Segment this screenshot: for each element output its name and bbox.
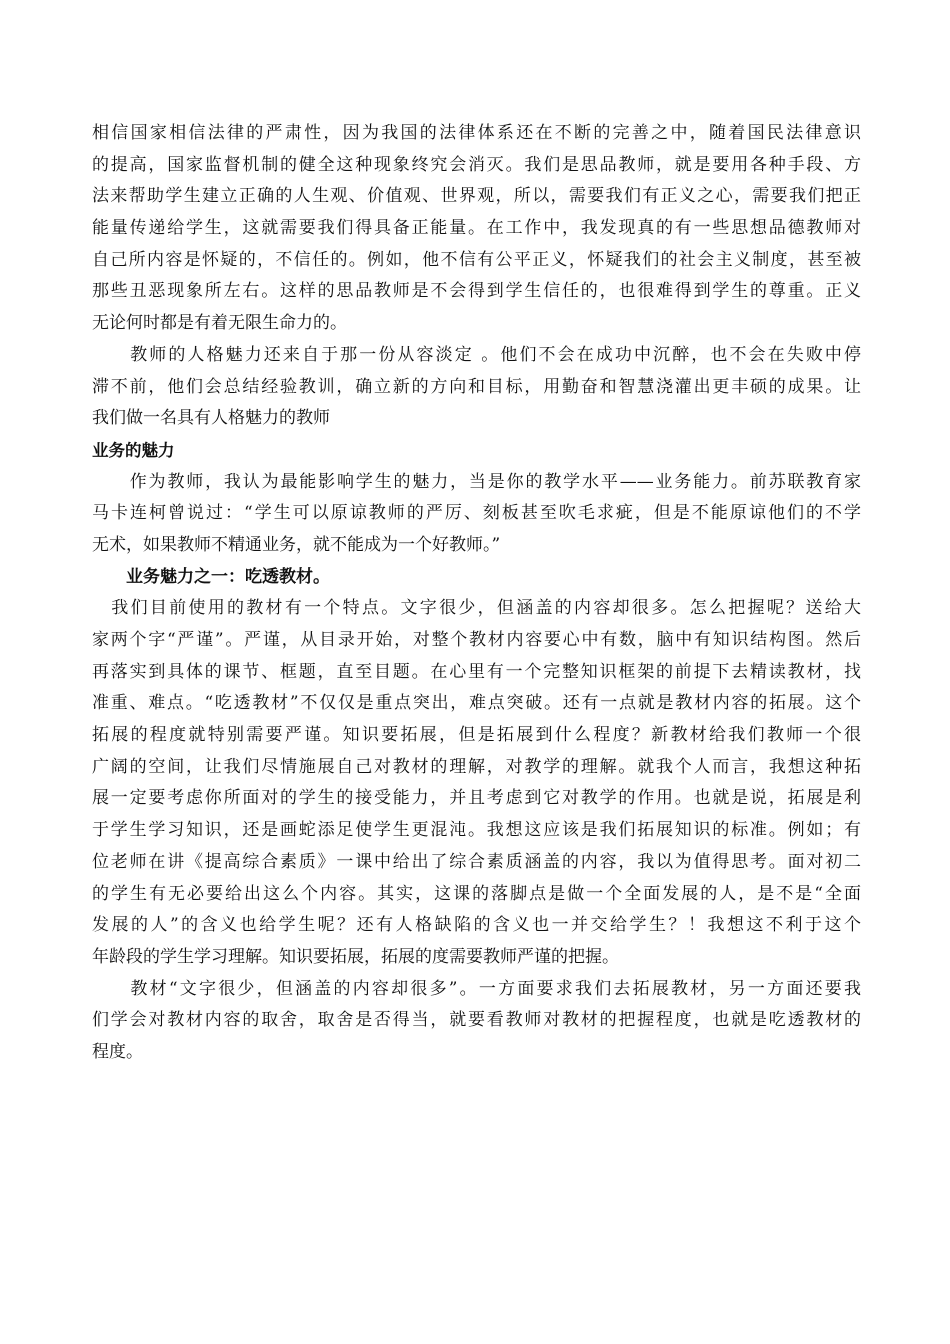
text-line: 业务的魅力: [92, 440, 175, 460]
text-line: 那些丑恶现象所左右。这样的思品教师是不会得到学生信任的，也很难得到学生的尊重。正义: [92, 281, 861, 302]
paragraph: [92, 974, 861, 1069]
text-line: 无术，如果教师不精通业务，就不能成为一个好教师。”: [92, 534, 501, 555]
text-line: 教材“文字很少，但涵盖的内容却很多”。一方面要求我们去拓展教材，另一方面还要我: [92, 978, 861, 999]
text-line: 马卡连柯曾说过：“学生可以原谅教师的严厉、刻板甚至吹毛求疵，但是不能原谅他们的不学: [92, 503, 861, 524]
text-line: 相信国家相信法律的严肃性，因为我国的法律体系还在不断的完善之中，随着国民法律意识: [92, 123, 861, 143]
text-line: 我们做一名具有人格魅力的教师: [92, 408, 330, 429]
text-line: 再落实到具体的课节、框题，直至目题。在心里有一个完整知识框架的前提下去精读教材，找: [92, 661, 861, 682]
text-line: 发展的人”的含义也给学生呢？还有人格缺陷的含义也一并交给学生？！我想这不利于这个: [92, 915, 861, 936]
subsection-heading: [92, 562, 861, 594]
text-line: 无论何时都是有着无限生命力的。: [92, 313, 347, 334]
text-line: 自己所内容是怀疑的，不信任的。例如，他不信有公平正义，怀疑我们的社会主义制度，甚至被: [92, 249, 861, 270]
paragraph: [92, 467, 861, 562]
paragraph: [92, 593, 861, 973]
text-line: 于学生学习知识，还是画蛇添足使学生更混沌。我想这应该是我们拓展知识的标准。例如；有: [92, 820, 861, 841]
text-line: 教师的人格魅力还来自于那一份从容淡定 。他们不会在成功中沉醉，也不会在失败中停: [92, 344, 861, 365]
text-line: 准重、难点。“吃透教材”不仅仅是重点突出，难点突破。还有一点就是教材内容的拓展。这个: [92, 693, 861, 714]
text-line: 的学生有无必要给出这么个内容。其实，这课的落脚点是做一个全面发展的人，是不是“全面: [92, 883, 861, 904]
section-heading: [92, 435, 861, 467]
text-line: 能量传递给学生，这就需要我们得具备正能量。在工作中，我发现真的有一些思想品德教师对: [92, 218, 861, 239]
text-line: 广阔的空间，让我们尽情施展自己对教材的理解，对教学的理解。就我个人而言，我想这种拓: [92, 756, 861, 777]
text-line: 年龄段的学生学习理解。知识要拓展，拓展的度需要教师严谨的把握。: [92, 946, 619, 967]
text-line: 我们目前使用的教材有一个特点。文字很少，但涵盖的内容却很多。怎么把握呢？送给大: [92, 598, 861, 619]
paragraph: [92, 340, 861, 435]
text-line: 的提高，国家监督机制的健全这种现象终究会消灭。我们是思品教师，就是要用各种手段、方: [92, 154, 861, 175]
text-line: 滞不前，他们会总结经验教训，确立新的方向和目标，用勤奋和智慧浇灌出更丰硕的成果。让: [92, 376, 861, 397]
text-line: 家两个字“严谨”。严谨，从目录开始，对整个教材内容要心中有数，脑中有知识结构图。然后: [92, 630, 861, 650]
document-page: [92, 118, 861, 1069]
text-line: 业务魅力之一：吃透教材。: [92, 566, 330, 587]
text-line: 位老师在讲《提高综合素质》一课中给出了综合素质涵盖的内容，我以为值得思考。面对初二: [92, 851, 861, 872]
text-line: 法来帮助学生建立正确的人生观、价值观、世界观，所以，需要我们有正义之心，需要我们把正: [92, 186, 861, 207]
text-line: 作为教师，我认为最能影响学生的魅力，当是你的教学水平——业务能力。前苏联教育家: [92, 471, 861, 492]
text-line: 展一定要考虑你所面对的学生的接受能力，并且考虑到它对教学的作用。也就是说，拓展是利: [92, 788, 861, 809]
text-line: 们学会对教材内容的取舍，取舍是否得当，就要看教师对教材的把握程度，也就是吃透教材的: [92, 1010, 861, 1031]
paragraph: [92, 118, 861, 340]
text-line: 拓展的程度就特别需要严谨。知识要拓展，但是拓展到什么程度？新教材给我们教师一个很: [92, 725, 861, 746]
text-line: 程度。: [92, 1041, 143, 1062]
